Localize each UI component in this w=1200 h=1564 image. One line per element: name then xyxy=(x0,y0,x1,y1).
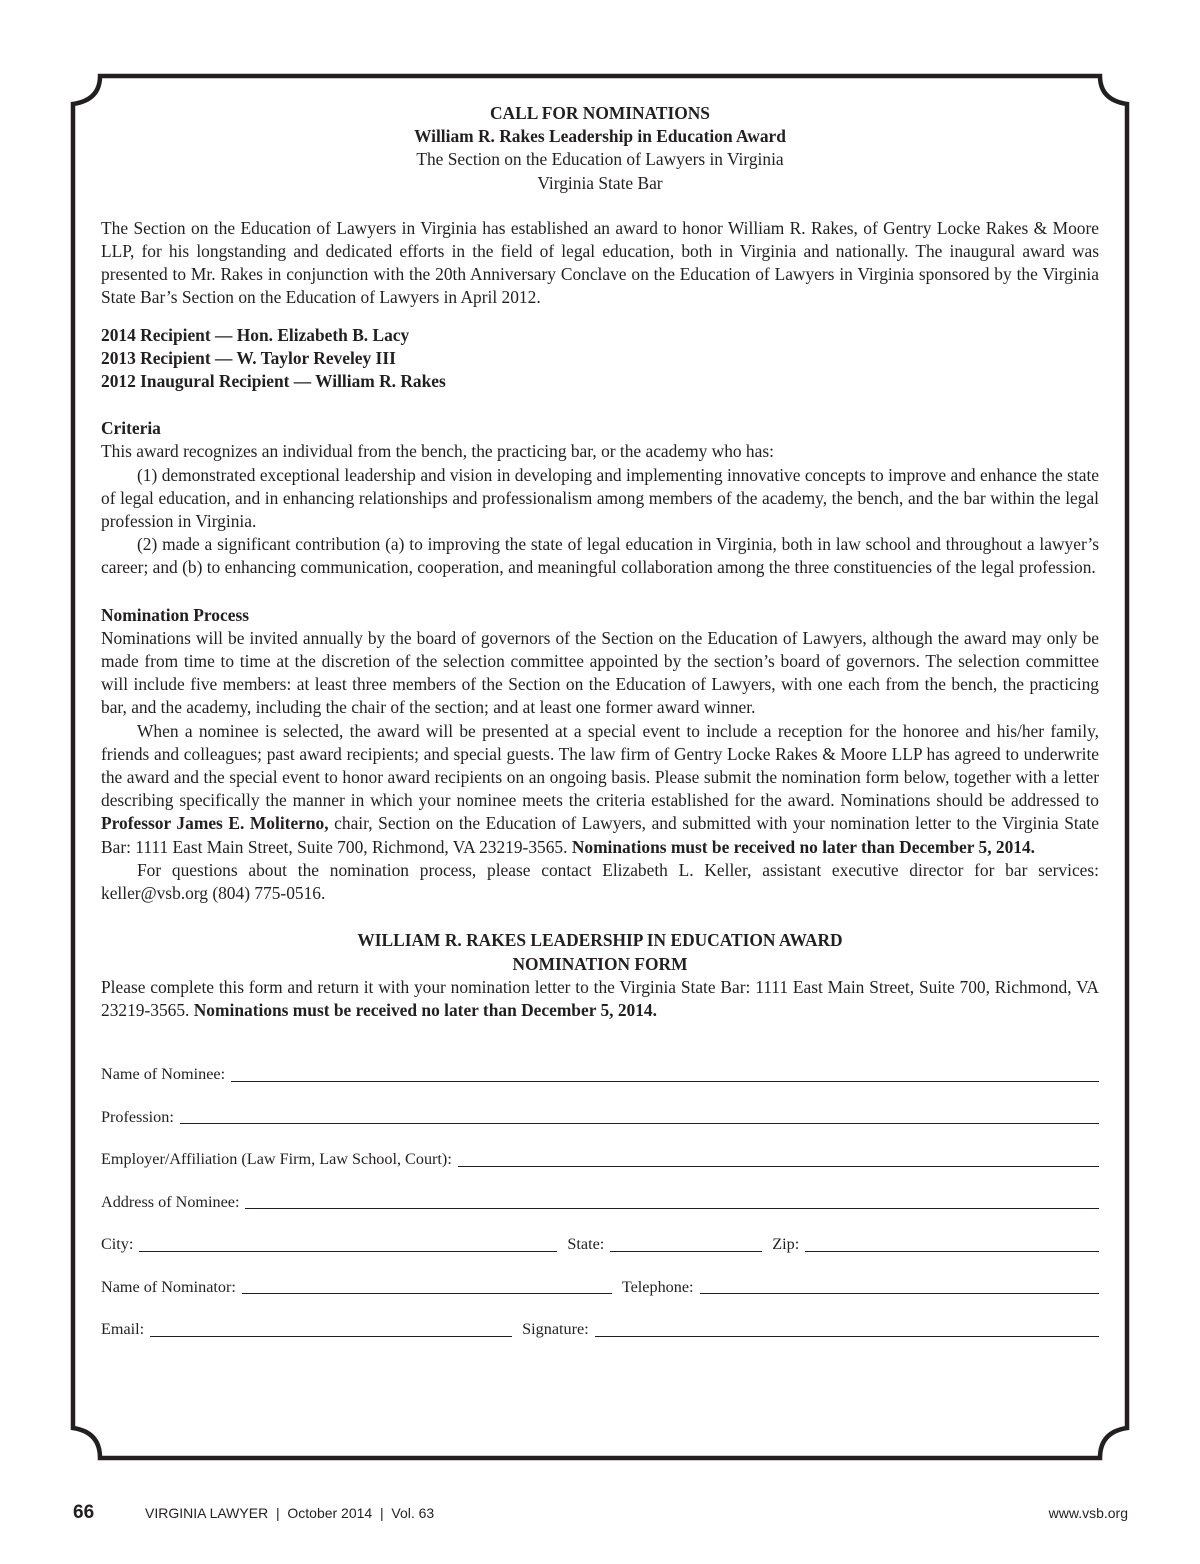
recipient-2014: 2014 Recipient — Hon. Elizabeth B. Lacy xyxy=(101,324,410,345)
signature-label: Signature: xyxy=(522,1320,589,1339)
email-field[interactable] xyxy=(150,1336,512,1337)
process-paragraph-1: Nominations will be invited annually by the board of governors of the Section on the Education of Lawyers, although the award may only be made from time to time at the discretion of the selection committee appointed by the section’s board of governors. The selection committee will include five members: at least three members of the Section on the Education of Lawyers, with one each from the bench, the practicing bar, and the academy, including the chair of the section; and at least one former award winner. xyxy=(101,627,1099,718)
nominator-field[interactable] xyxy=(242,1293,612,1294)
page-number: 66 xyxy=(73,1502,95,1523)
process-paragraph-3: For questions about the nomination process, please contact Elizabeth L. Keller, assistant executive director for bar services: keller@vsb.org (804) 775-0516. xyxy=(101,859,1099,904)
criteria-item-1: (1) demonstrated exceptional leadership and vision in developing and implementing innovative concepts to improve and enhance the state of legal education, and in enhancing relationships and professionalism among members of the academy, the bench, and the bar within the legal profession in Virginia. xyxy=(101,464,1099,532)
website-link[interactable]: www.vsb.org xyxy=(1048,1505,1128,1521)
criteria-heading: Criteria xyxy=(101,418,161,439)
profession-field[interactable] xyxy=(180,1123,1099,1124)
form-title-1: WILLIAM R. RAKES LEADERSHIP IN EDUCATION AWARD xyxy=(357,930,843,951)
city-state-zip-row xyxy=(101,1214,1099,1257)
criteria-lead: This award recognizes an individual from the bench, the practicing bar, or the academy who has: xyxy=(101,441,774,462)
nominee-name-field[interactable] xyxy=(231,1081,1099,1082)
profession-row xyxy=(101,1087,1099,1130)
publication-info: VIRGINIA LAWYER | October 2014 | Vol. 63 xyxy=(145,1505,435,1521)
section-name: The Section on the Education of Lawyers in Virginia xyxy=(416,149,784,170)
telephone-label: Telephone: xyxy=(621,1277,694,1296)
employer-row xyxy=(101,1129,1099,1172)
employer-field[interactable] xyxy=(458,1166,1099,1167)
signature-field[interactable] xyxy=(595,1336,1099,1337)
state-field[interactable] xyxy=(610,1251,762,1252)
process-text-b: chair, Section on the Education of Lawyers, and submitted with your nomination letter to the Virginia State Bar: 1111 East Main Street, Suite 700, Richmond, VA 23219-3565. xyxy=(101,813,1099,857)
employer-label: Employer/Affiliation (Law Firm, Law School, Court): xyxy=(101,1150,452,1169)
process-heading: Nomination Process xyxy=(101,604,249,625)
nomination-notice xyxy=(101,102,1099,1342)
state-label: State: xyxy=(567,1235,605,1254)
form-deadline: Nominations must be received no later than December 5, 2014. xyxy=(193,999,657,1020)
email-label: Email: xyxy=(101,1320,145,1339)
criteria-item-2: (2) made a significant contribution (a) to improving the state of legal education in Virginia, both in law school and throughout a lawyer’s career; and (b) to enhancing communication, cooperation, and meaningful collaboration among the three constituencies of the legal profession. xyxy=(101,534,1099,578)
form-title-2: NOMINATION FORM xyxy=(512,953,688,974)
nominator-label: Name of Nominator: xyxy=(101,1277,236,1296)
chair-name: Professor James E. Moliterno, xyxy=(101,813,329,834)
city-label: City: xyxy=(101,1235,134,1254)
telephone-field[interactable] xyxy=(700,1293,1099,1294)
intro-paragraph: The Section on the Education of Lawyers in Virginia has established an award to honor William R. Rakes, of Gentry Locke Rakes & Moore LLP, for his longstanding and dedicated efforts in the field of legal education, both in Virginia and nationally. The inaugural award was presented to Mr. Rakes in conjunction with the 20th Anniversary Conclave on the Education of Lawyers in Virginia sponsored by the Virginia State Bar’s Section on the Education of Lawyers in April 2012. xyxy=(101,217,1099,308)
award-name: William R. Rakes Leadership in Education Award xyxy=(414,126,786,147)
nomination-form xyxy=(101,1044,1099,1342)
profession-label: Profession: xyxy=(101,1107,174,1126)
deadline-notice: Nominations must be received no later than December 5, 2014. xyxy=(571,836,1036,857)
organization-name: Virginia State Bar xyxy=(537,172,663,193)
form-instructions xyxy=(101,976,1099,1022)
zip-label: Zip: xyxy=(772,1235,800,1254)
call-title: CALL FOR NOMINATIONS xyxy=(490,103,710,123)
nominator-row xyxy=(101,1257,1099,1300)
city-field[interactable] xyxy=(139,1251,557,1252)
email-signature-row xyxy=(101,1299,1099,1342)
zip-field[interactable] xyxy=(805,1251,1099,1252)
form-instructions-text: Please complete this form and return it with your nomination letter to the Virginia State Bar: 1111 East Main Street, Suite 700, Richmond, VA 23219-3565. xyxy=(101,976,1099,1020)
address-label: Address of Nominee: xyxy=(101,1192,240,1211)
nominee-name-row xyxy=(101,1044,1099,1087)
process-paragraph-2 xyxy=(101,720,1099,859)
address-field[interactable] xyxy=(245,1208,1099,1209)
process-text-a: When a nominee is selected, the award will be presented at a special event to include a reception for the honoree and his/her family, friends and colleagues; past award recipients; and special guests. The law firm of Gentry Locke Rakes & Moore LLP has agreed to underwrite the award and the special event to honor award recipients on an ongoing basis. Please submit the nomination form below, together with a letter describing specifically the manner in which your nominee meets the criteria established for the award. Nominations should be addressed to xyxy=(101,720,1099,811)
nominee-name-label: Name of Nominee: xyxy=(101,1065,226,1084)
address-row xyxy=(101,1172,1099,1215)
recipient-2012: 2012 Inaugural Recipient — William R. Rakes xyxy=(101,371,446,392)
page-footer xyxy=(73,1502,1128,1528)
recipient-2013: 2013 Recipient — W. Taylor Reveley III xyxy=(101,347,396,368)
